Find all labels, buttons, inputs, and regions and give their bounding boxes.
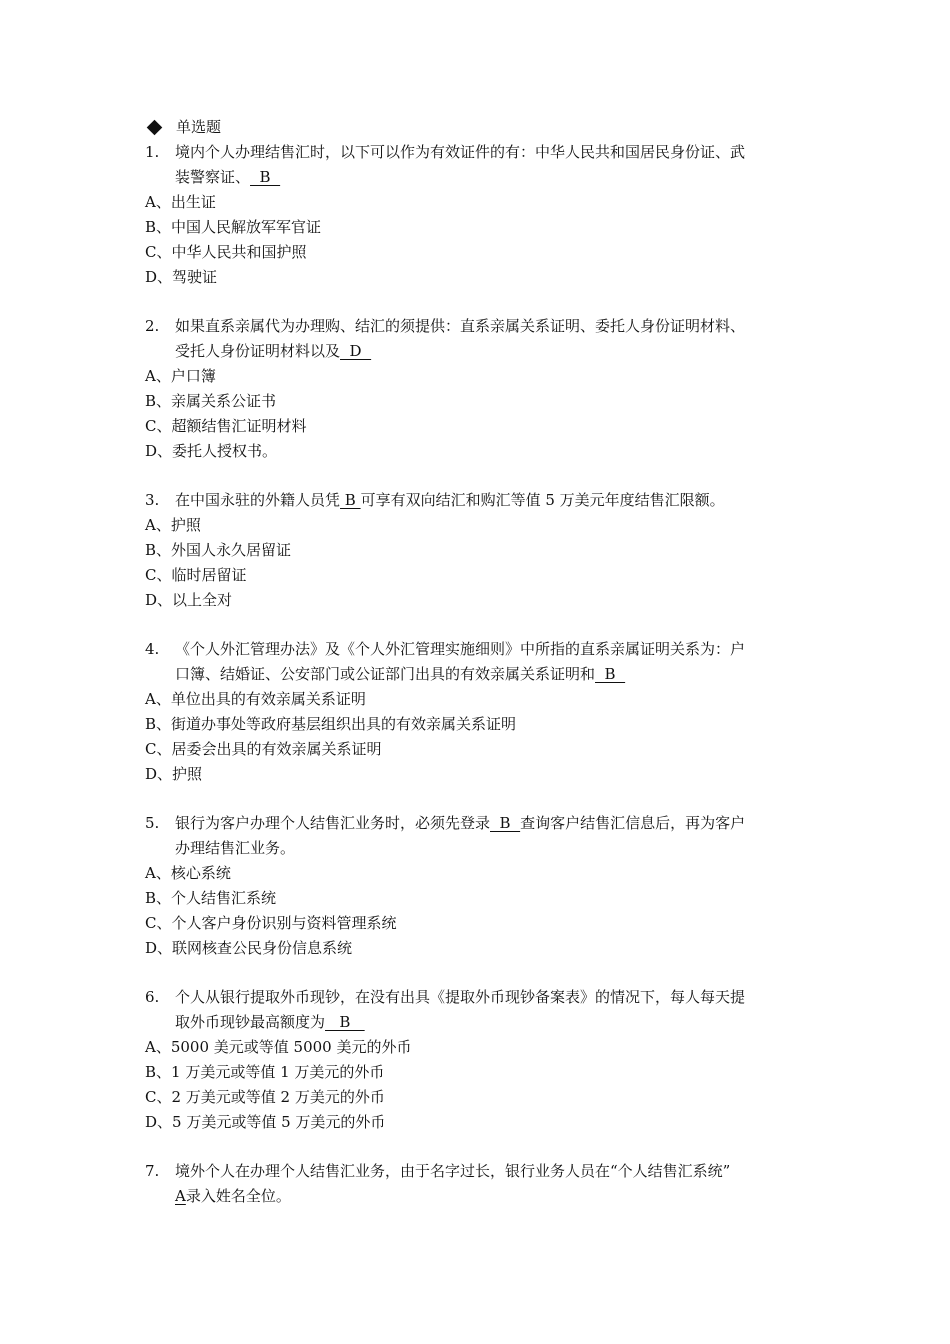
question-number: 3. [145, 491, 160, 509]
question-text-continued: 办理结售汇业务。 [175, 839, 296, 857]
option-a: A、出生证 [145, 193, 216, 211]
option-d: D、护照 [145, 765, 203, 783]
question-text [175, 811, 815, 836]
option-c: C、居委会出具的有效亲属关系证明 [145, 740, 382, 758]
question-6 [145, 985, 815, 1135]
option-a: A、护照 [145, 516, 201, 534]
answer-blank: B [595, 665, 626, 683]
option-c: C、超额结售汇证明材料 [145, 417, 307, 435]
option-c: C、中华人民共和国护照 [145, 243, 307, 261]
question-text-continued [145, 339, 815, 364]
option-a: A、户口簿 [145, 367, 216, 385]
question-text-part: 在中国永驻的外籍人员凭 [175, 491, 341, 509]
question-text: 个人从银行提取外币现钞，在没有出具《提取外币现钞备案表》的情况下，每人每天提 [175, 988, 746, 1006]
option-a: A、单位出具的有效亲属关系证明 [145, 690, 366, 708]
option-b: B、外国人永久居留证 [145, 541, 292, 559]
question-number: 6. [145, 988, 160, 1006]
option-c: C、个人客户身份识别与资料管理系统 [145, 914, 397, 932]
question-text: 境内个人办理结售汇时，以下可以作为有效证件的有：中华人民共和国居民身份证、武 [175, 143, 746, 161]
option-b: B、个人结售汇系统 [145, 889, 277, 907]
question-number: 4. [145, 640, 160, 658]
question-number: 1. [145, 143, 160, 161]
diamond-bullet-icon [147, 120, 163, 136]
section-title: 单选题 [176, 118, 222, 136]
answer-blank: D [340, 342, 372, 360]
option-c: C、2 万美元或等值 2 万美元的外币 [145, 1088, 385, 1106]
question-2 [145, 314, 815, 464]
question-text-continued [145, 1010, 815, 1035]
question-7 [145, 1159, 815, 1209]
question-text-part: 录入姓名全位。 [185, 1187, 291, 1205]
question-5 [145, 811, 815, 961]
option-d: D、驾驶证 [145, 268, 218, 286]
option-b: B、亲属关系公证书 [145, 392, 277, 410]
question-text-part: 可享有双向结汇和购汇等值 5 万美元年度结售汇限额。 [360, 491, 725, 509]
answer-blank: B [490, 814, 521, 832]
answer-blank: A [175, 1187, 186, 1205]
question-text-part: 装警察证、 [175, 168, 251, 186]
question-text-part: 口簿、结婚证、公安部门或公证部门出具的有效亲属关系证明和 [175, 665, 596, 683]
document-page [145, 115, 815, 1209]
question-text-part: 受托人身份证明材料以及 [175, 342, 341, 360]
option-c: C、临时居留证 [145, 566, 247, 584]
question-number: 5. [145, 814, 160, 832]
option-d: D、5 万美元或等值 5 万美元的外币 [145, 1113, 386, 1131]
question-number: 7. [145, 1162, 160, 1180]
question-text: 境外个人在办理个人结售汇业务，由于名字过长，银行业务人员在“个人结售汇系统” [175, 1162, 731, 1180]
option-a: A、5000 美元或等值 5000 美元的外币 [145, 1038, 412, 1056]
question-1 [145, 140, 815, 290]
question-text-part: 银行为客户办理个人结售汇业务时，必须先登录 [175, 814, 491, 832]
answer-blank: B [250, 168, 281, 186]
option-d: D、委托人授权书。 [145, 442, 278, 460]
option-b: B、中国人民解放军军官证 [145, 218, 322, 236]
question-number: 2. [145, 317, 160, 335]
question-text: 如果直系亲属代为办理购、结汇的须提供：直系亲属关系证明、委托人身份证明材料、 [175, 317, 746, 335]
section-heading [145, 115, 815, 140]
question-text-continued [145, 662, 815, 687]
question-text: 《个人外汇管理办法》及《个人外汇管理实施细则》中所指的直系亲属证明关系为：户 [175, 640, 746, 658]
option-d: D、联网核查公民身份信息系统 [145, 939, 353, 957]
answer-blank: B [325, 1013, 365, 1031]
answer-blank: B [340, 491, 361, 509]
option-b: B、街道办事处等政府基层组织出具的有效亲属关系证明 [145, 715, 517, 733]
option-d: D、以上全对 [145, 591, 233, 609]
question-4 [145, 637, 815, 787]
option-a: A、核心系统 [145, 864, 231, 882]
question-text-continued [145, 1184, 815, 1209]
question-text [175, 488, 815, 513]
question-text-part: 取外币现钞最高额度为 [175, 1013, 326, 1031]
question-text-part: 查询客户结售汇信息后，再为客户 [520, 814, 746, 832]
question-3 [145, 488, 815, 613]
option-b: B、1 万美元或等值 1 万美元的外币 [145, 1063, 385, 1081]
question-text-continued [145, 165, 815, 190]
